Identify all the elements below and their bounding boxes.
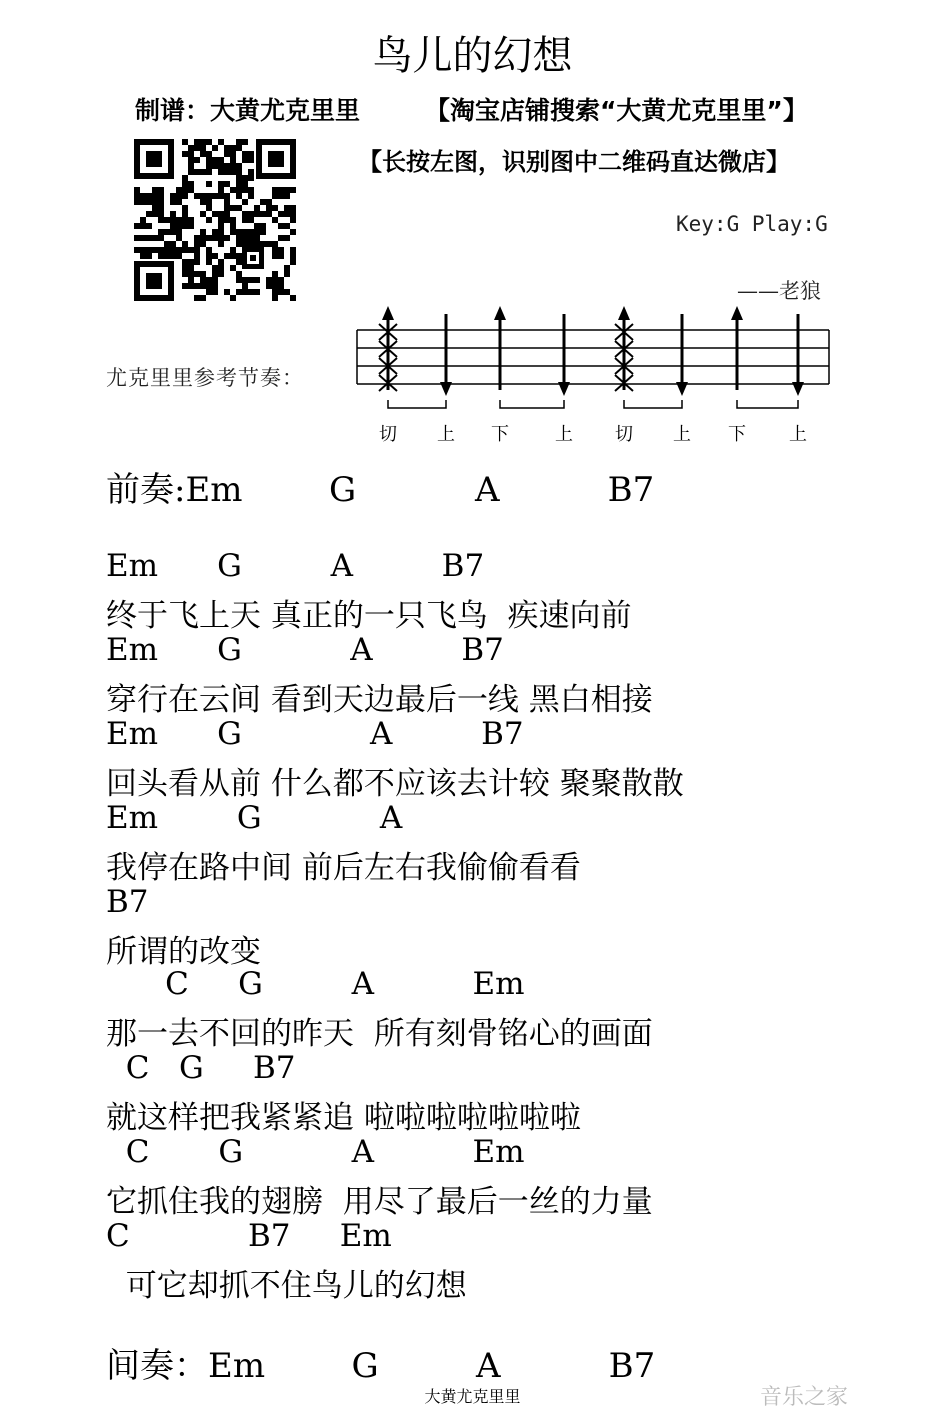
lyric-line: 所谓的改变 [106,934,261,970]
interlude-chords: 间奏：Em G A B7 [106,1346,656,1386]
song-title: 鸟儿的幻想 [372,33,573,79]
stroke-label: 上 [789,424,807,445]
lyric-line: 回头看从前 什么都不应该去计较 聚聚散散 [106,766,684,802]
lyric-line: 它抓住我的翅膀 用尽了最后一丝的力量 [106,1184,653,1220]
stroke-label: 切 [379,424,397,445]
chord-line: Em G A [106,800,403,836]
original-artist: ——老狼 [737,279,821,303]
prelude-chords: 前奏:Em G A B7 [106,470,655,510]
stroke-label: 切 [615,424,633,445]
chord-line: C B7 Em [106,1218,392,1254]
chord-line: Em G A B7 [106,548,485,584]
stroke-label: 下 [728,424,746,445]
qr-instruction: 【长按左图，识别图中二维码直达微店】 [358,148,790,176]
stroke-label: 下 [491,424,509,445]
chord-line: Em G A B7 [106,716,524,752]
shop-search-note: 【淘宝店铺搜索“大黄尤克里里”】 [425,96,808,125]
stroke-label: 上 [673,424,691,445]
beat-bracket [737,400,798,408]
lyric-line: 穿行在云间 看到天边最后一线 黑白相接 [106,682,653,718]
rhythm-label: 尤克里里参考节奏： [106,366,304,390]
footer-brand: 大黄尤克里里 [424,1387,521,1406]
down-stroke-arrow [792,314,804,396]
down-stroke-arrow [676,314,688,396]
chord-line: Em G A B7 [106,632,504,668]
lyric-line: 终于飞上天 真正的一只飞鸟 疾速向前 [106,598,632,634]
chord-line: C G A Em [106,966,525,1002]
lyric-line: 就这样把我紧紧追 啦啦啦啦啦啦啦 [106,1100,581,1136]
stroke-label: 上 [437,424,455,445]
lyric-line: 可它却抓不住鸟儿的幻想 [106,1268,467,1304]
beat-bracket [500,400,564,408]
watermark-logo: 音乐之家 [760,1385,849,1410]
arranger-credit: 制谱：大黄尤克里里 [135,96,361,125]
rhythm-diagram [355,300,835,460]
chord-line: C G A Em [106,1134,525,1170]
qr-code-icon [130,135,300,305]
chord-line: B7 [106,884,149,920]
key-play-info: Key:G Play:G [676,212,828,236]
beat-bracket [388,400,446,408]
stroke-label: 上 [555,424,573,445]
beat-bracket [624,400,682,408]
lyric-line: 那一去不回的昨天 所有刻骨铭心的画面 [106,1016,653,1052]
down-stroke-arrow [558,314,570,396]
lyric-line: 我停在路中间 前后左右我偷偷看看 [106,850,581,886]
chord-line: C G B7 [106,1050,296,1086]
down-stroke-arrow [440,314,452,396]
